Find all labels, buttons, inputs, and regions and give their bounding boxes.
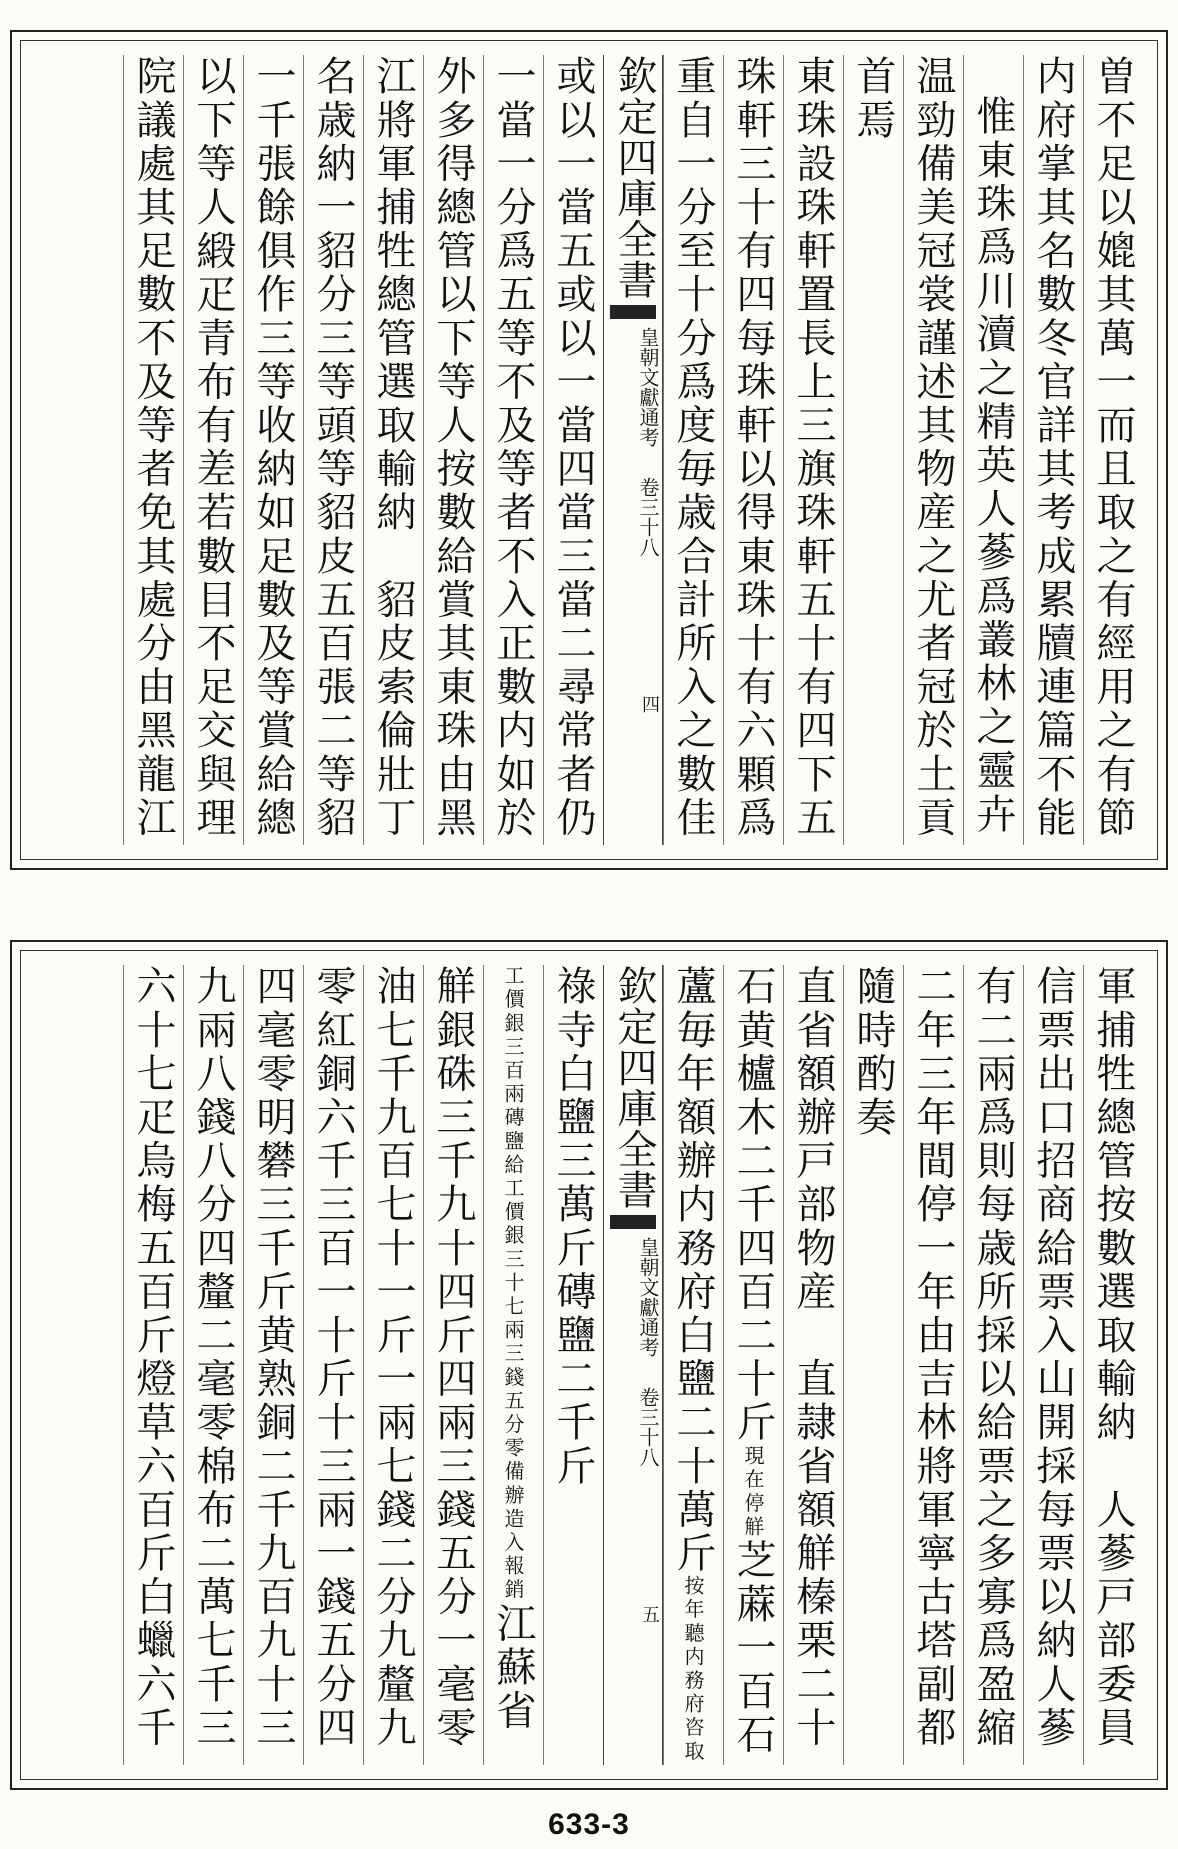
text-column: 祿寺白鹽三萬斤磚鹽二千斤 (543, 965, 603, 1765)
gutter-subtitle: 皇朝文獻通考 (636, 1237, 660, 1357)
book-title: 欽定四庫全書 (611, 55, 657, 300)
bottom-page (10, 940, 1168, 1790)
text-column: 重自一分至十分爲度毎歳合計所入之數佳 (663, 55, 723, 845)
page-number: 五 (639, 1605, 660, 1623)
gutter-volume: 卷三十八 (636, 477, 660, 557)
text-column: 石黄櫨木二千四百二十斤現在停觧芝蔴一百石 (723, 965, 783, 1765)
text-column: 油七千九百七十一斤一兩七錢二分九釐九 (363, 965, 423, 1765)
text-column: 零紅銅六千三百一十斤十三兩一錢五分四 (303, 965, 363, 1765)
plate-label: 633-3 (548, 1808, 630, 1841)
text-column: 有二兩爲則每歳所採以給票之多寡爲盈縮 (963, 965, 1023, 1765)
page-gutter (603, 965, 663, 1765)
text-column: 蘆毎年額辦内務府白鹽二十萬斤按年聽内務府咨取 (663, 965, 723, 1765)
text-column: 東珠設珠軒置長上三旗珠軒五十有四下五 (783, 55, 843, 845)
fishtail-mark (610, 305, 656, 319)
book-title: 欽定四庫全書 (611, 965, 657, 1210)
top-page-inner-border (20, 40, 1158, 860)
text-column: 内府掌其名數冬官詳其考成累牘連篇不能 (1023, 55, 1083, 845)
text-column: 觧銀硃三千九十四斤四兩三錢五分一毫零 (423, 965, 483, 1765)
fishtail-mark (610, 1215, 656, 1229)
text-column: 外多得總管以下等人按數給賞其東珠由黑 (423, 55, 483, 845)
page-gutter (603, 55, 663, 845)
top-page (10, 30, 1168, 870)
bottom-page-columns (35, 965, 1143, 1765)
text-column: 曽不足以媲其萬一而且取之有經用之有節 (1083, 55, 1143, 845)
text-column: 工價銀三百兩磚鹽給工價銀三十七兩三錢五分零備辦造入報銷江蘇省 (483, 965, 543, 1765)
page-number: 四 (639, 695, 660, 713)
text-column: 珠軒三十有四每珠軒以得東珠十有六顆爲 (723, 55, 783, 845)
gutter-volume: 卷三十八 (636, 1387, 660, 1467)
text-column: 一千張餘俱作三等收納如足數及等賞給總 (243, 55, 303, 845)
text-column: 直省額辦戸部物産 直隷省額觧榛栗二十 (783, 965, 843, 1765)
gutter-subtitle: 皇朝文獻通考 (636, 327, 660, 447)
text-column: 四毫零明礬三千斤黄熟銅二千九百九十三 (243, 965, 303, 1765)
text-column: 信票出口招商給票入山開採每票以納人蔘 (1023, 965, 1083, 1765)
text-column: 九兩八錢八分四釐二毫零棉布二萬七千三 (183, 965, 243, 1765)
text-column: 隨時酌奏 (843, 965, 903, 1765)
text-column: 六十七疋烏梅五百斤燈草六百斤白蠟六千 (123, 965, 183, 1765)
text-column: 或以一當五或以一當四當三當二尋常者仍 (543, 55, 603, 845)
text-column: 温勁備美冠裳謹述其物産之尤者冠於土貢 (903, 55, 963, 845)
text-column: 二年三年間停一年由吉林將軍寧古塔副都 (903, 965, 963, 1765)
text-column: 院議處其足數不及等者免其處分由黑龍江 (123, 55, 183, 845)
text-column: 軍捕牲總管按數選取輸納 人蔘戸部委員 (1083, 965, 1143, 1765)
annotation-note: 按年聽内務府咨取 (681, 1575, 705, 1765)
text-column: 一當一分爲五等不及等者不入正數内如於 (483, 55, 543, 845)
annotation-note: 現在停觧 (741, 1444, 765, 1540)
top-page-columns (35, 55, 1143, 845)
text-column: 名歳納一貂分三等頭等貂皮五百張二等貂 (303, 55, 363, 845)
text-column: 江將軍捕牲總管選取輸納 貂皮索倫壯丁 (363, 55, 423, 845)
text-column: 惟東珠爲川瀆之精英人蔘爲叢林之靈卉 (963, 55, 1023, 845)
bottom-page-inner-border (20, 950, 1158, 1780)
text-column: 首焉 (843, 55, 903, 845)
annotation-note: 工價銀三百兩磚鹽給工價銀三十七兩三錢五分零備辦造入報銷 (501, 965, 525, 1603)
text-column: 以下等人緞疋青布有差若數目不足交與理 (183, 55, 243, 845)
